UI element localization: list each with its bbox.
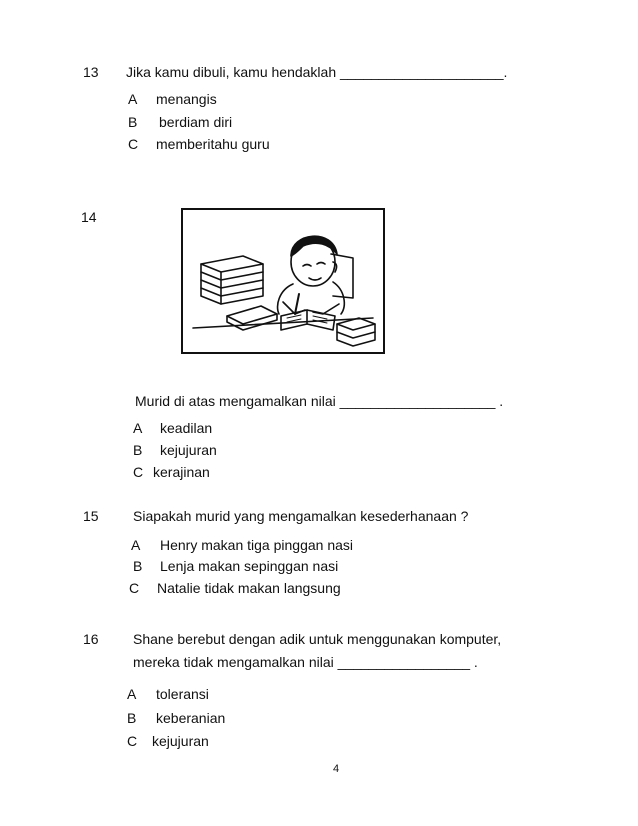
question-16-option-a-text: toleransi — [156, 686, 209, 702]
question-15-option-a-letter: A — [131, 537, 141, 553]
question-13-option-c-text: memberitahu guru — [156, 136, 270, 152]
question-16-stem-line-1: Shane berebut dengan adik untuk menggunakan komputer, — [133, 631, 502, 647]
question-14-number: 14 — [81, 209, 97, 225]
question-13-stem: Jika kamu dibuli, kamu hendaklah _____________________. — [126, 64, 508, 80]
page-number: 4 — [333, 763, 340, 775]
question-15-option-c-text: Natalie tidak makan langsung — [157, 580, 341, 596]
question-14-option-c-text: kerajinan — [153, 464, 210, 480]
question-16-option-b-text: keberanian — [156, 710, 226, 726]
question-16-option-c-letter: C — [127, 733, 138, 749]
question-14-option-a-letter: A — [133, 420, 143, 436]
question-14-option-c-letter: C — [133, 464, 144, 480]
boy-writing-at-desk-drawing — [183, 210, 383, 352]
question-13-option-a-letter: A — [128, 91, 138, 107]
question-13-option-b-letter: B — [128, 114, 138, 130]
question-15-number: 15 — [83, 508, 99, 524]
student-studying-illustration — [181, 208, 385, 354]
question-13-number: 13 — [83, 64, 99, 80]
question-15-stem: Siapakah murid yang mengamalkan kesederhanaan ? — [133, 508, 469, 524]
question-13-option-a-text: menangis — [156, 91, 217, 107]
question-14-stem: Murid di atas mengamalkan nilai ____________________ . — [135, 393, 504, 409]
question-16-option-b-letter: B — [127, 710, 137, 726]
question-14-option-b-text: kejujuran — [160, 442, 217, 458]
question-15-option-b-letter: B — [133, 558, 143, 574]
question-16-stem-line-2: mereka tidak mengamalkan nilai _________________ . — [133, 654, 478, 670]
question-16-number: 16 — [83, 631, 99, 647]
question-16-option-a-letter: A — [127, 686, 137, 702]
question-16-option-c-text: kejujuran — [152, 733, 209, 749]
question-15-option-b-text: Lenja makan sepinggan nasi — [160, 558, 339, 574]
question-14-option-a-text: keadilan — [160, 420, 213, 436]
question-15-option-a-text: Henry makan tiga pinggan nasi — [160, 537, 354, 553]
question-15-option-c-letter: C — [129, 580, 140, 596]
question-13-option-b-text: berdiam diri — [159, 114, 233, 130]
question-14-option-b-letter: B — [133, 442, 143, 458]
question-13-option-c-letter: C — [128, 136, 139, 152]
